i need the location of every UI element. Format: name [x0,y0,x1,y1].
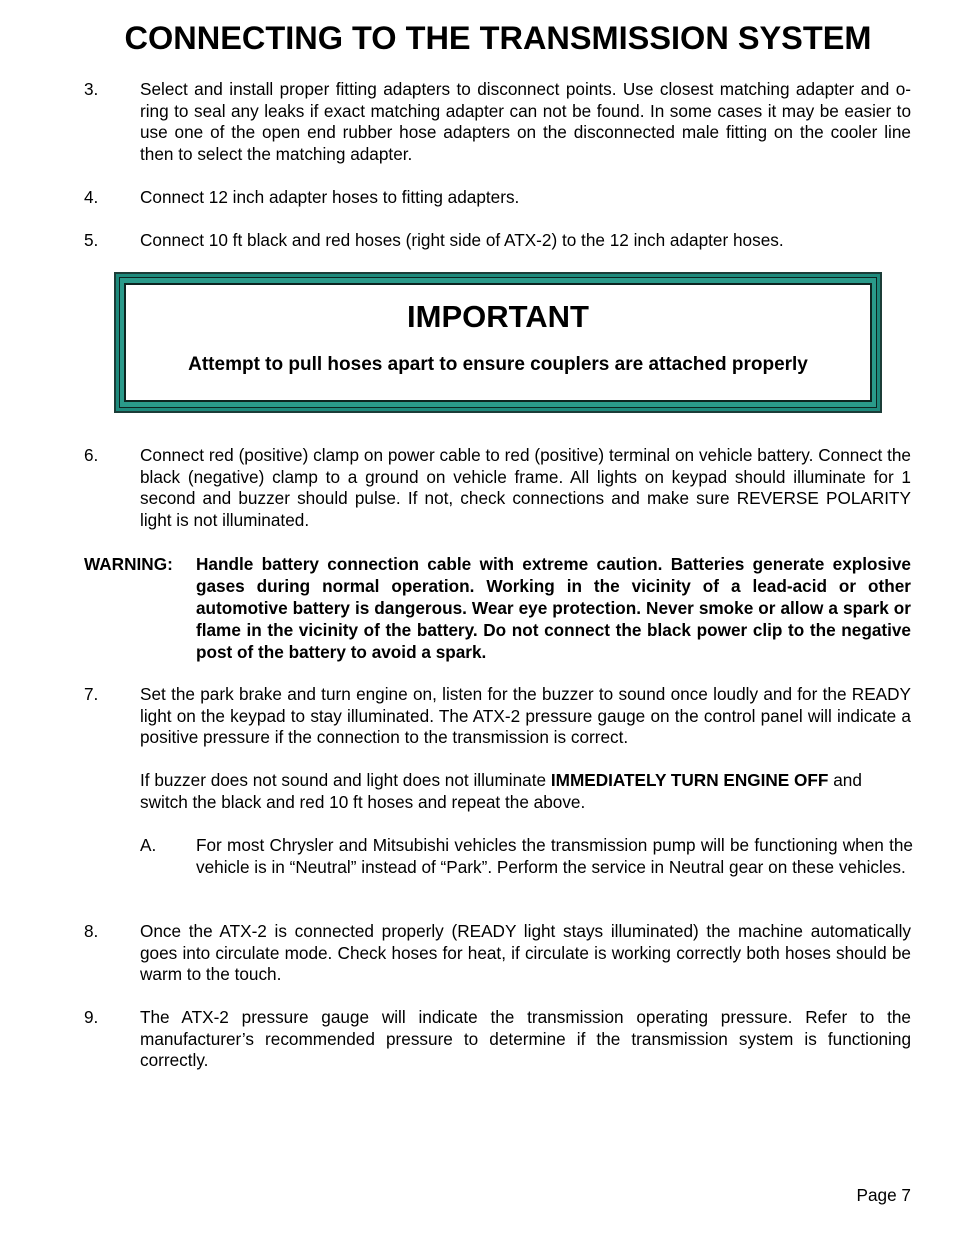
step-4-text: Connect 12 inch adapter hoses to fitting adapters. [140,187,520,207]
important-callout [114,272,882,413]
step-8-text: Once the ATX-2 is connected properly (READY light stays illuminated) the machine automatically goes into circulate mode. Check hoses for heat, if circulate is working correctly both hoses should be warm to the touch. [140,921,911,985]
step-9-number: 9. [84,1007,99,1027]
step-3-text: Select and install proper fitting adapters to disconnect points. Use closest matching adapter and o-ring to seal any leaks if exact matching adapter can not be found. In some cases it may be easier to use one of the open end rubber hose adapters on the disconnected male fitting on the cooler line then to select the matching adapter. [140,79,911,164]
step-7-sub-text: For most Chrysler and Mitsubishi vehicles the transmission pump will be functioning when the vehicle is in “Neutral” instead of “Park”. Perform the service in Neutral gear on these vehicles. [196,835,913,877]
step-6-text: Connect red (positive) clamp on power cable to red (positive) terminal on vehicle battery. Connect the black (negative) clamp to a ground on vehicle frame. All lights on keypad should illuminate for 1 second and buzzer should pulse. If not, check connections and make sure REVERSE POLARITY light is not illuminated. [140,445,911,530]
page-title: CONNECTING TO THE TRANSMISSION SYSTEM [124,20,872,56]
step-5-number: 5. [84,230,99,250]
warning-text: Handle battery connection cable with extreme caution. Batteries generate explosive gases during normal operation. Working in the vicinity of a lead-acid or other automotive battery is dangerous. Wear eye protection. Never smoke or allow a spark or flame in the vicinity of the battery. Do not connect the black power clip to the negative post of the battery to avoid a spark. [196,554,911,662]
step-7-note-emphasis: IMMEDIATELY TURN ENGINE OFF [550,770,829,790]
step-8-number: 8. [84,921,99,941]
important-panel [124,283,872,402]
step-7-sub-letter: A. [140,835,157,855]
step-5-text: Connect 10 ft black and red hoses (right side of ATX-2) to the 12 inch adapter hoses. [140,230,784,250]
step-7-note-end: and switch the black and red 10 ft hoses and repeat the above. [140,770,862,812]
step-3-number: 3. [84,79,99,99]
step-4-number: 4. [84,187,99,207]
warning-label: WARNING: [84,554,173,574]
step-6-number: 6. [84,445,99,465]
step-7-number: 7. [84,684,99,704]
important-title: IMPORTANT [407,299,589,334]
important-frame [119,277,877,408]
page-number: Page 7 [856,1185,911,1205]
step-7-text: Set the park brake and turn engine on, listen for the buzzer to sound once loudly and for the READY light on the keypad to stay illuminated. The ATX-2 pressure gauge on the control panel will indicate a positive pressure if the connection to the transmission is correct. [140,684,911,748]
step-7-note [140,770,911,813]
step-9-text: The ATX-2 pressure gauge will indicate the transmission operating pressure. Refer to the manufacturer’s recommended pressure to determine if the transmission system is functioning correctly. [140,1007,911,1071]
step-7-note-start: If buzzer does not sound and light does not illuminate [140,770,551,790]
important-text: Attempt to pull hoses apart to ensure couplers are attached properly [188,354,808,375]
